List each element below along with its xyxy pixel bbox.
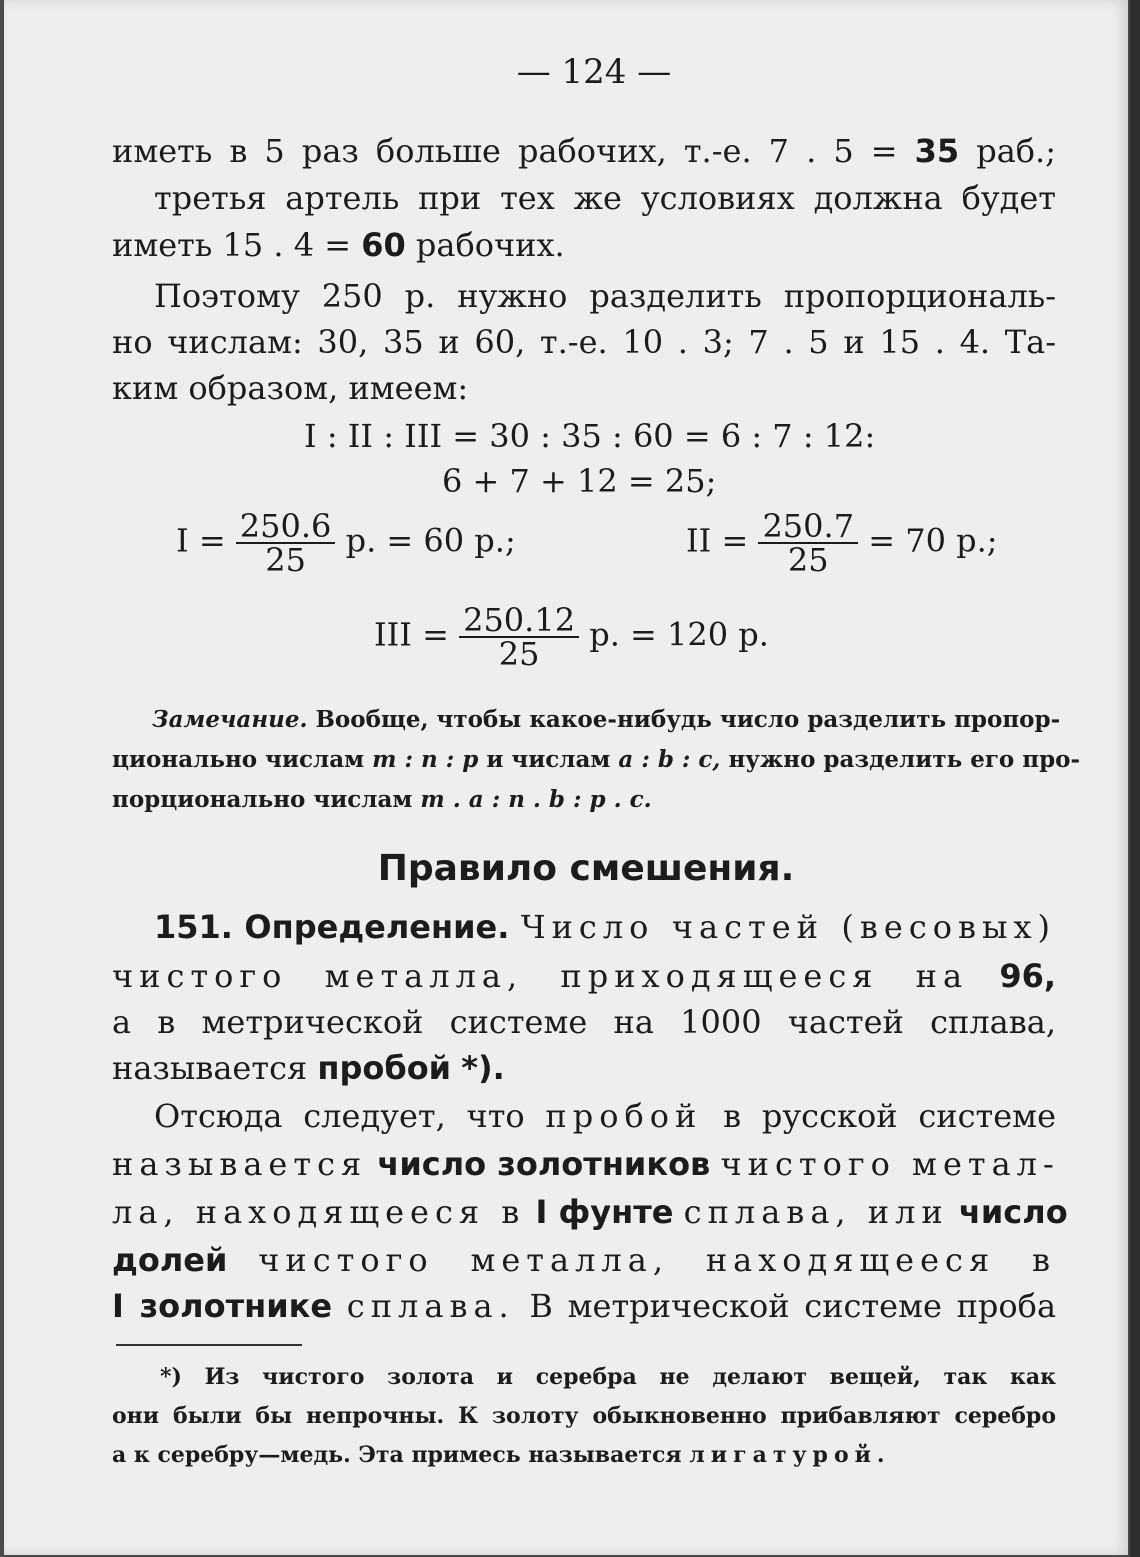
term: Определение.	[244, 908, 510, 946]
text-span: и числам	[486, 746, 611, 773]
term: I золотнике	[112, 1287, 333, 1325]
remark-line-2	[112, 746, 1081, 773]
term: I фунте	[535, 1193, 674, 1231]
text-span: I =	[176, 521, 226, 560]
consequence-line-5	[112, 1287, 1057, 1325]
denominator: 25	[265, 541, 306, 579]
definition-line-1	[154, 908, 1057, 946]
text-span: р. = 120 р.	[589, 615, 769, 654]
sum-equation: 6 + 7 + 12 = 25;	[442, 462, 717, 500]
bold-number: 35	[914, 132, 960, 170]
text-line-5: но числам: 30, 35 и 60, т.-е. 10 . 3; 7 . 5 и 15 . 4. Та-	[112, 323, 1056, 361]
numerator: 250.12	[459, 604, 579, 638]
math-italic: a : b : c,	[618, 746, 721, 773]
text-span: р. = 60 р.;	[345, 521, 516, 560]
footnote-line-2: они были бы непрочны. К золоту обыкновенно прибавляют серебро	[112, 1403, 1056, 1429]
remark-line-1	[152, 708, 1060, 731]
footnote-line-3	[112, 1444, 891, 1466]
footnote-rule	[116, 1344, 302, 1346]
term: долей	[112, 1241, 228, 1279]
spaced-term: пробой	[545, 1097, 703, 1135]
text-line-2: третья артель при тех же условиях должна будет	[154, 179, 1056, 217]
definition-line-3: а в метрической системе на 1000 частей сплава,	[112, 1003, 1056, 1041]
term: пробой	[317, 1049, 452, 1087]
text-span: чистого метал-	[720, 1145, 1060, 1183]
definition-line-2	[112, 957, 1057, 995]
text-span: ла, находящееся в	[112, 1193, 526, 1231]
consequence-line-4	[112, 1241, 1057, 1279]
remark-label: Замечание.	[152, 706, 308, 733]
consequence-line-3	[112, 1193, 1068, 1231]
text-span: раб.;	[976, 132, 1056, 170]
fraction-equation-3	[374, 601, 769, 673]
text-span: Число частей (весовых)	[520, 908, 1057, 946]
fraction	[236, 507, 336, 579]
text-span: нужно разделить его про-	[728, 746, 1081, 773]
term: число	[958, 1193, 1068, 1231]
text-span: = 70 р.;	[868, 521, 998, 560]
text-span: сплава.	[346, 1287, 515, 1325]
footnote-mark: *).	[461, 1049, 505, 1087]
consequence-line-1	[154, 1097, 1056, 1135]
numerator: 250.7	[758, 510, 858, 544]
paragraph-number: 151.	[154, 908, 233, 946]
text-span: в русской системе	[723, 1097, 1056, 1135]
section-title: Правило смешения.	[377, 848, 795, 889]
text-line-6: ким образом, имеем:	[112, 369, 469, 407]
fraction	[459, 601, 579, 673]
consequence-line-2	[112, 1145, 1060, 1183]
text-span: а к серебру—медь. Эта примесь называется	[112, 1442, 682, 1468]
text-span: называется	[112, 1145, 368, 1183]
text-span: порционально числам	[112, 786, 413, 813]
footnote-line-1: *) Из чистого золота и серебра не делают вещей, так как	[160, 1364, 1056, 1390]
text-line-1	[112, 132, 1056, 170]
text-span: рабочих.	[415, 226, 565, 264]
text-span: Отсюда следует, что	[154, 1097, 525, 1135]
fraction	[758, 507, 858, 579]
text-span: III =	[374, 615, 449, 654]
text-span: чистого металла, находящееся в	[258, 1241, 1057, 1279]
text-span: Вообще, чтобы какое-нибудь число разделить пропор-	[315, 706, 1061, 733]
text-span: называется	[112, 1049, 308, 1087]
denominator: 25	[498, 635, 540, 673]
fraction-equation-1	[176, 507, 516, 579]
text-span: иметь 15 . 4 =	[112, 226, 352, 264]
spaced-term: лигатурой.	[689, 1442, 891, 1468]
definition-line-4	[112, 1049, 505, 1087]
page-number: — 124 —	[516, 52, 672, 92]
book-edge	[1130, 0, 1140, 1557]
text-span: иметь в 5 раз больше рабочих, т.-е. 7 . 5 =	[112, 132, 898, 170]
term: число золотников	[377, 1145, 711, 1183]
ratio-equation: I : II : III = 30 : 35 : 60 = 6 : 7 : 12:	[304, 417, 876, 455]
text-span: сплава, или	[683, 1193, 949, 1231]
denominator: 25	[787, 541, 829, 579]
bold-number: 60	[361, 226, 406, 264]
text-line-3	[112, 226, 565, 264]
math-italic: m : n : p	[372, 746, 479, 773]
book-page	[4, 0, 1128, 1555]
text-span: II =	[686, 521, 749, 560]
text-line-4: Поэтому 250 р. нужно разделить пропорциональ-	[154, 277, 1056, 315]
text-span: В метрической системе проба	[529, 1287, 1057, 1325]
bold-number: 96,	[999, 957, 1057, 995]
numerator: 250.6	[236, 510, 336, 544]
text-span: ционально числам	[112, 746, 365, 773]
text-span: чистого металла, приходящееся на	[112, 957, 969, 995]
math-italic: m . a : n . b : p . c.	[420, 786, 652, 813]
remark-line-3	[112, 788, 652, 811]
fraction-equation-2	[686, 507, 998, 579]
